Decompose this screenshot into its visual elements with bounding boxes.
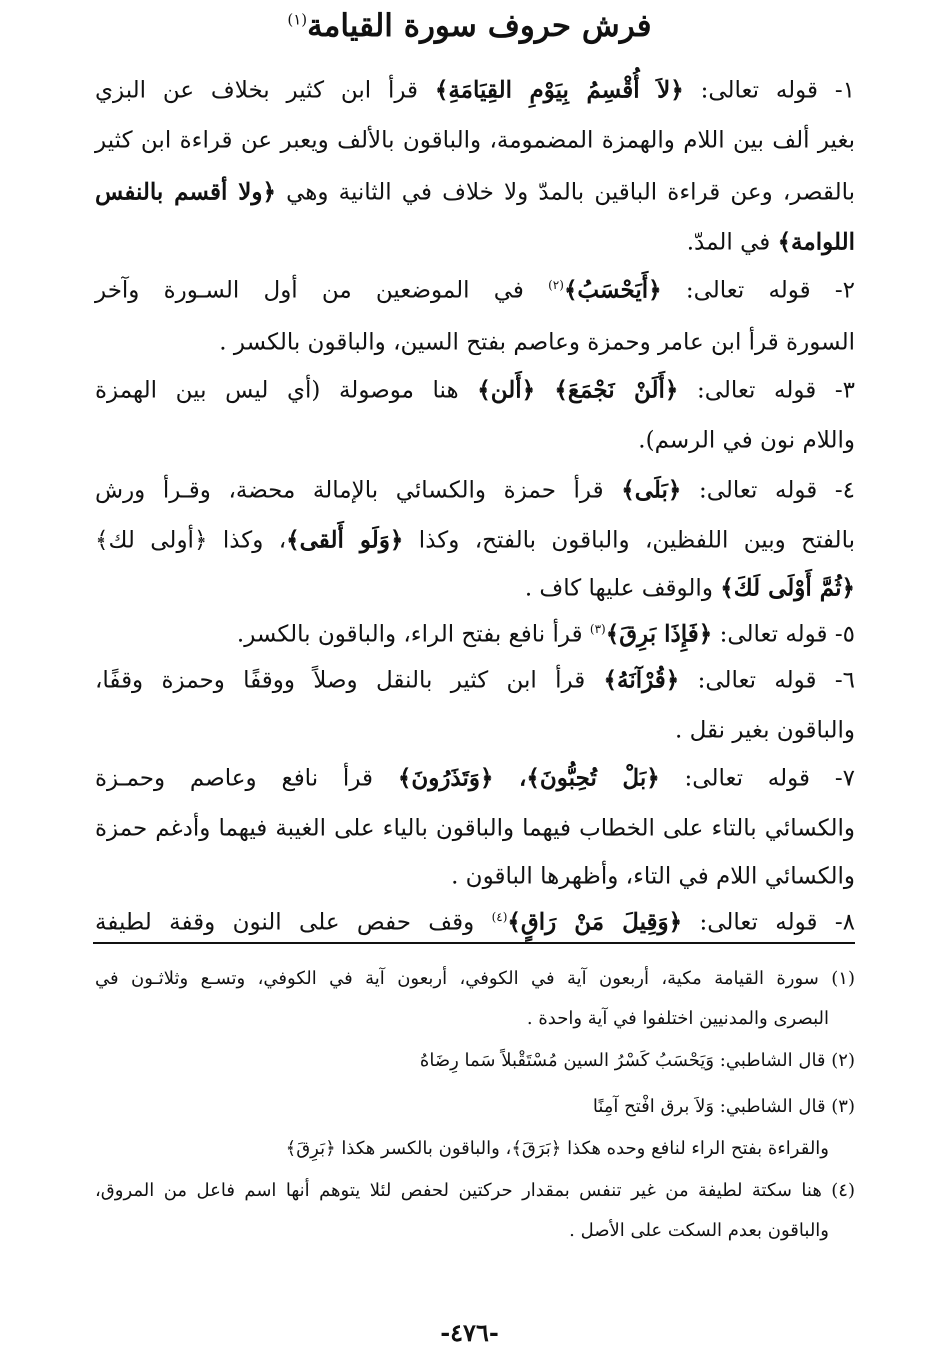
body-line: ٢- قوله تعالى: ﴿أَيَحْسَبُ﴾$^{(٢)}$ في الموضعين من أول السـورة وآخر bbox=[95, 276, 855, 304]
body-line: بغير ألف بين اللام والهمزة المضمومة، والباقون بالألف ويعبر عن قراءة ابن كثير bbox=[95, 127, 855, 154]
quran-quote: ﴿قُرْآنَهُ﴾ bbox=[603, 666, 680, 694]
footnote-line: (٤) هنا سكتة لطيفة من غير تنفس بمقدار حركتين لحفص لئلا يتوهم أنها اسم فاعل من المروق، bbox=[95, 1180, 855, 1201]
body-line: والباقون بغير نقل . bbox=[674, 717, 855, 744]
body-line: بالفتح وبين اللفظين، والباقون بالفتح، وكذا ﴿وَلَو أَلقى﴾، وكذا ﴿أولى لك﴾ bbox=[95, 526, 855, 554]
quran-quote: ﴿بَلْ تُحِبُّونَ﴾، ﴿وَتَذَرُونَ﴾ bbox=[397, 764, 660, 792]
page-title bbox=[0, 8, 939, 44]
body-line: ٣- قوله تعالى: ﴿أَلَنْ نَجْمَعَ﴾ ﴿أَلن﴾ هنا موصولة (أي ليس بين الهمزة bbox=[95, 376, 855, 404]
body-line: ﴿ثُمَّ أَوْلَى لَكَ﴾ والوقف عليها كاف . bbox=[524, 574, 855, 602]
body-line: ١- قوله تعالى: ﴿لاَ أُقْسِمُ بِيَوْمِ القِيَامَةِ﴾ قرأ ابن كثير بخلاف عن البزي bbox=[95, 76, 855, 104]
body-line: بالقصر، وعن قراءة الباقين بالمدّ ولا خلاف في الثانية وهي ﴿ولا أقسم بالنفس bbox=[95, 178, 855, 206]
quran-quote: ﴿أَلَنْ نَجْمَعَ﴾ ﴿أَلن﴾ bbox=[477, 376, 679, 404]
page-number: -٤٧٦- bbox=[440, 1318, 499, 1347]
quran-quote: ﴿ثُمَّ أَوْلَى لَكَ﴾ bbox=[720, 574, 855, 602]
quran-quote: ﴿لاَ أُقْسِمُ بِيَوْمِ القِيَامَةِ﴾ bbox=[434, 76, 684, 104]
quran-quote: ﴿وَقِيلَ مَنْ رَاقٍ﴾ bbox=[507, 908, 683, 936]
footnote-line: والقراءة بفتح الراء لنافع وحده هكذا ﴿بَرَقَ﴾، والباقون بالكسر هكذا ﴿بَرِقَ﴾ bbox=[285, 1138, 829, 1159]
footnote-separator bbox=[93, 942, 855, 944]
footnote-line: (٢) قال الشاطبي: وَيَحْسَبُ كَسْرُ السين مُسْتَقْبلاً سَما رِضَاهُ bbox=[419, 1050, 855, 1071]
quran-quote: ﴿أَيَحْسَبُ﴾ bbox=[563, 276, 662, 304]
quran-quote: ﴿بَلَى﴾ bbox=[621, 476, 682, 504]
quran-quote: ﴿فَإِذَا بَرِقَ﴾ bbox=[605, 620, 713, 648]
body-line: السورة قرأ ابن عامر وحمزة وعاصم بفتح السين، والباقون بالكسر . bbox=[219, 329, 855, 356]
body-line: اللوامة﴾ في المدّ. bbox=[686, 228, 855, 256]
footnote-line: والباقون بعدم السكت على الأصل . bbox=[569, 1220, 829, 1241]
body-line: والكسائي بالتاء على الخطاب فيهما والباقون بالياء على الغيبة فيهما وأدغم حمزة bbox=[95, 815, 856, 842]
footnote-line: (١) سورة القيامة مكية، أربعون آية في الكوفي، أربعون آية في الكوفي، وتسـع وثلاثـون في bbox=[95, 968, 855, 989]
footnote-line: (٣) قال الشاطبي: وَلاَ برق افْتح آمِنًا bbox=[592, 1096, 855, 1117]
title-footnote-marker: (١) bbox=[287, 10, 308, 29]
body-line: ٧- قوله تعالى: ﴿بَلْ تُحِبُّونَ﴾، ﴿وَتَذَرُونَ﴾ قرأ نافع وعاصم وحمـزة bbox=[95, 764, 855, 792]
body-line: ٤- قوله تعالى: ﴿بَلَى﴾ قرأ حمزة والكسائي بالإمالة محضة، وقـرأ ورش bbox=[95, 476, 855, 504]
title-text: فرش حروف سورة القيامة bbox=[307, 8, 652, 44]
quran-quote: ﴿وَلَو أَلقى﴾ bbox=[286, 526, 404, 554]
body-line: واللام نون في الرسم). bbox=[638, 427, 855, 454]
body-line: ٦- قوله تعالى: ﴿قُرْآنَهُ﴾ قرأ ابن كثير بالنقل وصلاً ووقفًا وحمزة وقفًا، bbox=[95, 666, 855, 694]
quran-quote: اللوامة﴾ bbox=[777, 228, 855, 256]
body-line: ٥- قوله تعالى: ﴿فَإِذَا بَرِقَ﴾$^{(٣)}$ قرأ نافع بفتح الراء، والباقون بالكسر. bbox=[236, 620, 855, 648]
footnote-line: البصرى والمدنيين اختلفوا في آية واحدة . bbox=[526, 1008, 829, 1029]
body-line: ٨- قوله تعالى: ﴿وَقِيلَ مَنْ رَاقٍ﴾$^{(٤)}$ وقف حفص على النون وقفة لطيفة bbox=[95, 908, 855, 936]
body-line: والكسائي اللام في التاء، وأظهرها الباقون . bbox=[451, 863, 855, 890]
quran-quote: ﴿ولا أقسم بالنفس bbox=[95, 178, 276, 206]
